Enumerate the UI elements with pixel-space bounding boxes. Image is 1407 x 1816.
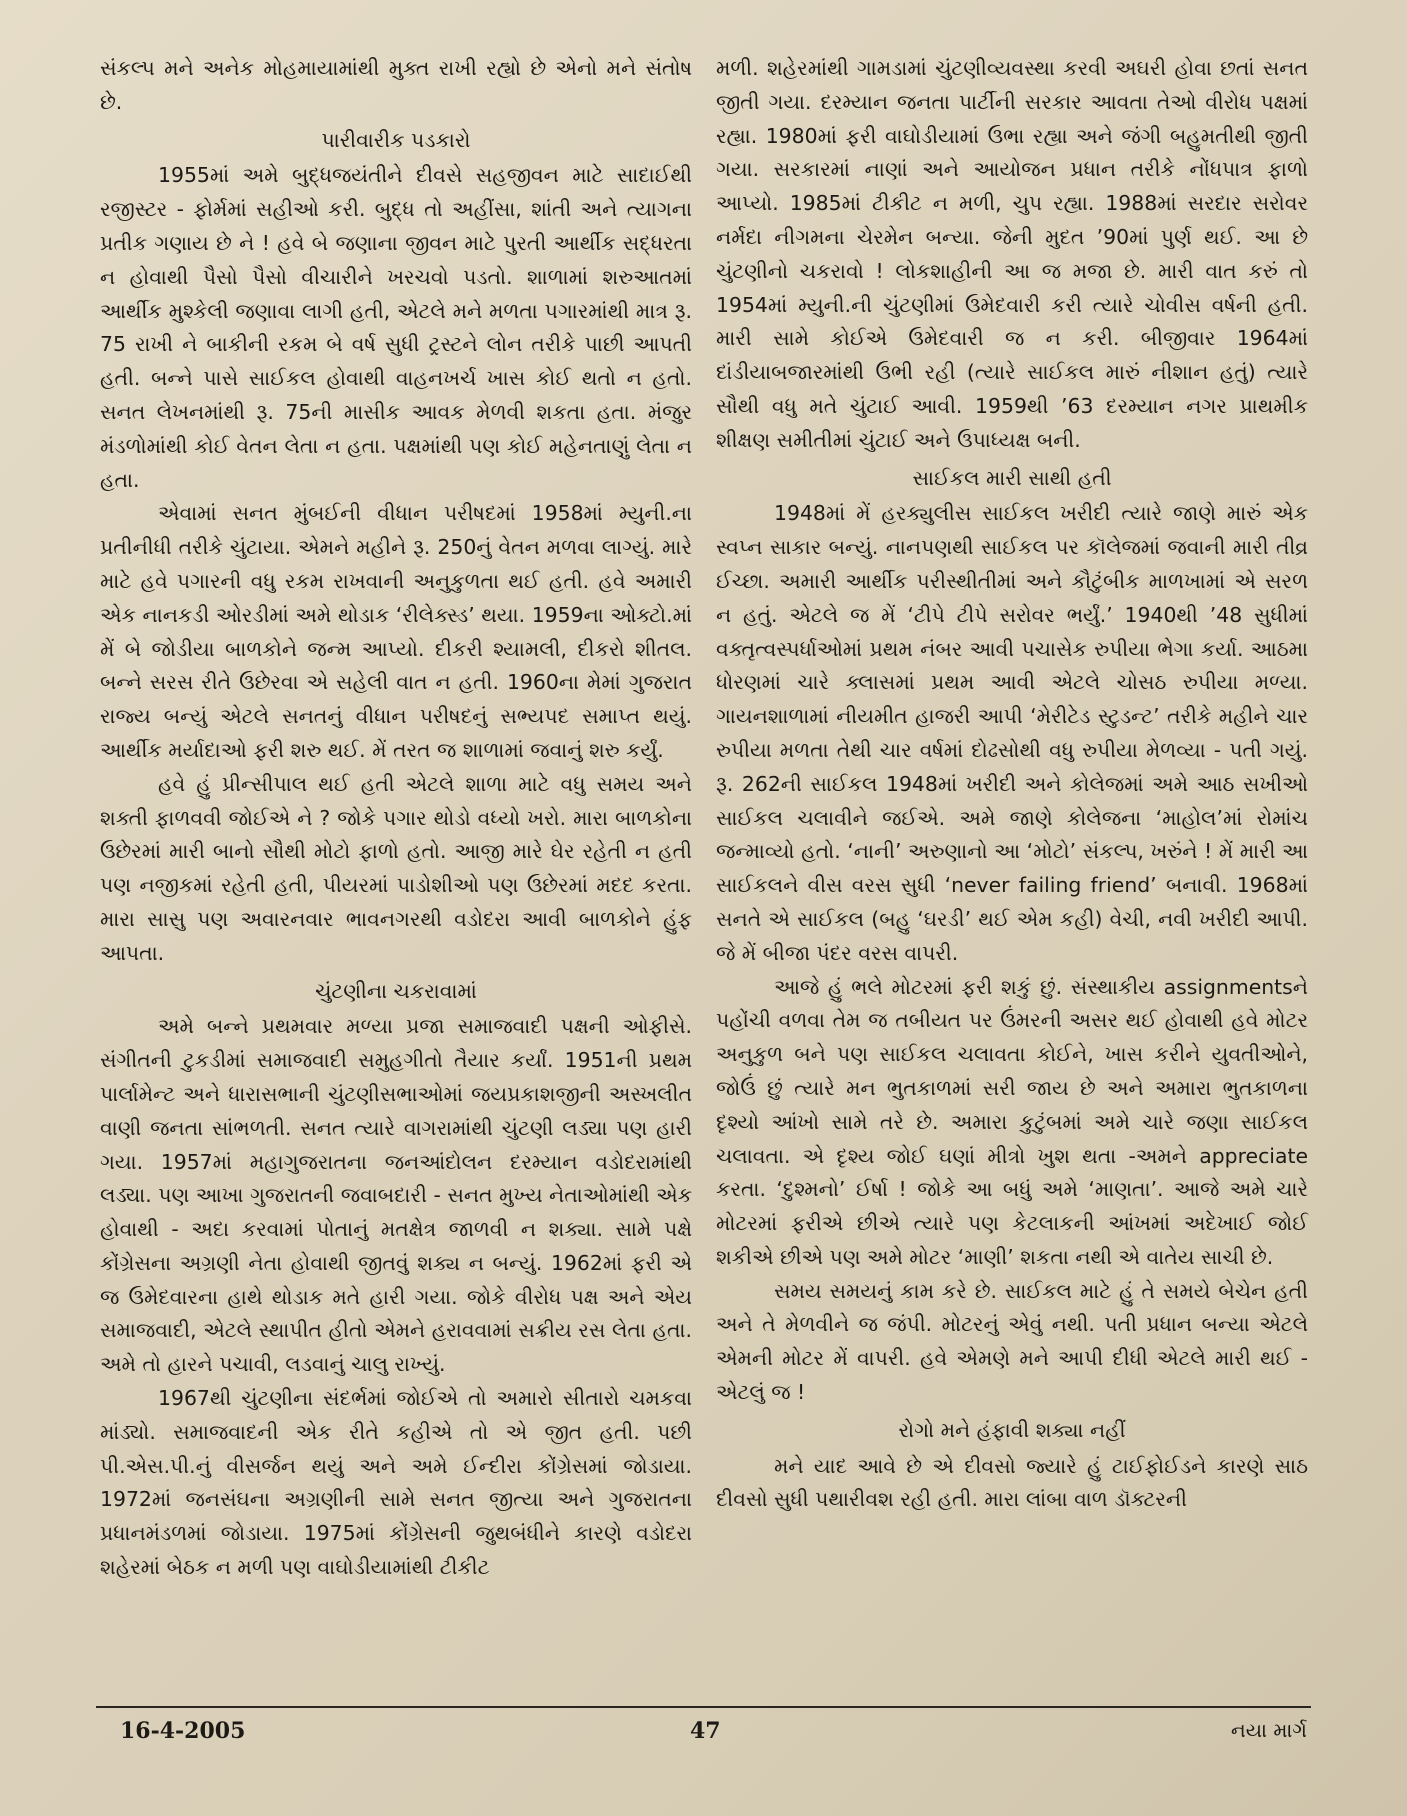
paragraph: સમય સમયનું કામ કરે છે. સાઈકલ માટે હું તે સમયે બેચેન હતી અને તે મેળવીને જ જંપી. મોટરનું એવું નથી. પતી પ્રધાન બન્યા એટલે એમની મોટર મેં વાપરી. હવે એમણે મને આપી દીધી એટલે મારી થઈ - એટલું જ ! — [716, 1278, 1308, 1405]
section-heading: રોગો મને હંફાવી શક્યા નહીં — [898, 1417, 1126, 1442]
paragraph: 1967થી ચુંટણીના સંદર્ભમાં જોઈએ તો અમારો સીતારો ચમકવા માંડ્યો. સમાજવાદની એક રીતે કહીએ તો એ જીત હતી. પછી પી.એસ.પી.નું વીસર્જન થયું અને અમે ઈન્દીરા કોંગ્રેસમાં જોડાયા. 1972માં જનસંઘના અગ્રણીની સામે સનત જીત્યા અને ગુજરાતના પ્રધાનમંડળમાં જોડાયા. 1975માં કોંગ્રેસની જુથબંધીને કારણે વડોદરા શહેરમાં બેઠક ન મળી પણ વાઘોડીયામાંથી ટીકીટ — [100, 1386, 692, 1580]
paragraph: સંકલ્પ મને અનેક મોહમાયામાંથી મુક્ત રાખી રહ્યો છે એનો મને સંતોષ છે. — [100, 56, 692, 114]
paragraph: મને યાદ આવે છે એ દીવસો જ્યારે હું ટાઈફોઈડને કારણે સાઠ દીવસો સુધી પથારીવશ રહી હતી. મારા લાંબા વાળ ડૉક્ટરની — [716, 1453, 1308, 1512]
magazine-name: નયા માર્ગ — [1230, 1718, 1307, 1742]
paragraph: મળી. શહેરમાંથી ગામડામાં ચુંટણીવ્યવસ્થા કરવી અઘરી હોવા છતાં સનત જીતી ગયા. દરમ્યાન જનતા પાર્ટીની સરકાર આવતા તેઓ વીરોધ પક્ષમાં રહ્યા. 1980માં ફરી વાઘોડીયામાં ઉભા રહ્યા અને જંગી બહુમતીથી જીતી ગયા. સરકારમાં નાણાં અને આયોજન પ્રધાન તરીકે નોંધપાત્ર ફાળો આપ્યો. 1985માં ટીકીટ ન મળી, ચુપ રહ્યા. 1988માં સરદાર સરોવર નર્મદા નીગમના ચેરમેન બન્યા. જેની મુદત ’90માં પુર્ણ થઈ. આ છે ચુંટણીનો ચકરાવો ! લોકશાહીની આ જ મજા છે. મારી વાત કરું તો 1954માં મ્યુની.ની ચુંટણીમાં ઉમેદવારી કરી ત્યારે ચોવીસ વર્ષની હતી. મારી સામે કોઈએ ઉમેદવારી જ ન કરી. બીજીવાર 1964માં દાંડીયાબજારમાંથી ઉભી રહી (ત્યારે સાઈકલ મારું નીશાન હતું) ત્યારે સૌથી વધુ મતે ચુંટાઈ આવી. 1959થી ’63 દરમ્યાન નગર પ્રાથમીક શીક્ષણ સમીતીમાં ચુંટાઈ અને ઉપાધ્યક્ષ બની. — [716, 56, 1308, 452]
paragraph: અમે બન્ને પ્રથમવાર મળ્યા પ્રજા સમાજવાદી પક્ષની ઓફીસે. સંગીતની ટુકડીમાં સમાજવાદી સમુહગીતો તૈયાર કર્યાં. 1951ની પ્રથમ પાર્લામેન્ટ અને ધારાસભાની ચુંટણીસભાઓમાં જયપ્રકાશજીની અસ્ખલીત વાણી જનતા સાંભળતી. સનત ત્યારે વાગરામાંથી ચુંટણી લડ્યા પણ હારી ગયા. 1957માં મહાગુજરાતના જનઆંદોલન દરમ્યાન વડોદરામાંથી લડ્યા. પણ આખા ગુજરાતની જવાબદારી - સનત મુખ્ય નેતાઓમાંથી એક હોવાથી - અદા કરવામાં પોતાનું મતક્ષેત્ર જાળવી ન શક્યા. સામે પક્ષે કોંગ્રેસના અગ્રણી નેતા હોવાથી જીતવું શક્ય ન બન્યું. 1962માં ફરી એ જ ઉમેદવારના હાથે થોડાક મતે હારી ગયા. જોકે વીરોધ પક્ષ અને એય સમાજવાદી, એટલે સ્થાપીત હીતો એમને હરાવવામાં સક્રીય રસ લેતા હતા. અમે તો હારને પચાવી, લડવાનું ચાલુ રાખ્યું. — [100, 1014, 692, 1377]
paragraph: હવે હું પ્રીન્સીપાલ થઈ હતી એટલે શાળા માટે વધુ સમય અને શક્તી ફાળવવી જોઈએ ને ? જોકે પગાર થોડો વધ્યો ખરો. મારા બાળકોના ઉછેરમાં મારી બાનો સૌથી મોટો ફાળો હતો. આજી મારે ઘેર રહેતી ન હતી પણ નજીકમાં રહેતી હતી, પીયરમાં પાડોશીઓ પણ ઉછેરમાં મદદ કરતા. મારા સાસુ પણ અવારનવાર ભાવનગરથી વડોદરા આવી બાળકોને હુંફ આપતા. — [100, 771, 692, 965]
paragraph: 1955માં અમે બુદ્ધજયંતીને દીવસે સહજીવન માટે સાદાઈથી રજીસ્ટર - ફોર્મમાં સહીઓ કરી. બુદ્ધ તો અહીંસા, શાંતી અને ત્યાગના પ્રતીક ગણાય છે ને ! હવે બે જણાના જીવન માટે પુરતી આર્થીક સદ્ધરતા ન હોવાથી પૈસો પૈસો વીચારીને ખરચવો પડતો. શાળામાં શરુઆતમાં આર્થીક મુશ્કેલી જણાવા લાગી હતી, એટલે મને મળતા પગારમાંથી માત્ર રૂ. 75 રાખી ને બાકીની રકમ બે વર્ષ સુધી ટ્રસ્ટને લોન તરીકે પાછી આપતી હતી. બન્ને પાસે સાઈકલ હોવાથી વાહનખર્ચ ખાસ કોઈ થતો ન હતો. સનત લેખનમાંથી રૂ. 75ની માસીક આવક મેળવી શકતા હતા. મંજુર મંડળોમાંથી કોઈ વેતન લેતા ન હતા. પક્ષમાંથી પણ કોઈ મહેનતાણું લેતા ન હતા. — [100, 163, 692, 492]
paragraph: 1948માં મેં હરક્યુલીસ સાઈકલ ખરીદી ત્યારે જાણે મારું એક સ્વપ્ન સાકાર બન્યું. નાનપણથી સાઈકલ પર કૉલેજમાં જવાની મારી તીવ્ર ઈચ્છા. અમારી આર્થીક પરીસ્થીતીમાં અને કૌટુંબીક માળખામાં એ સરળ ન હતું. એટલે જ મેં ‘ટીપે ટીપે સરોવર ભર્યું.’ 1940થી ’48 સુધીમાં વક્તૃત્વસ્પર્ધાઓમાં પ્રથમ નંબર આવી પચાસેક રુપીયા ભેગા કર્યા. આઠમા ધોરણમાં ચારે ક્લાસમાં પ્રથમ આવી એટલે ચોસઠ રુપીયા મળ્યા. ગાયનશાળામાં નીયમીત હાજરી આપી ‘મેરીટેડ સ્ટુડન્ટ’ તરીકે મહીને ચાર રુપીયા મળતા તેથી ચાર વર્ષમાં દોઢસોથી વધુ રુપીયા મેળવ્યા - પતી ગયું. રૂ. 262ની સાઈકલ 1948માં ખરીદી અને કોલેજમાં અમે આઠ સખીઓ સાઈકલ ચલાવીને જઈએ. અમે જાણે કોલેજના ‘માહોલ’માં રોમાંચ જન્માવ્યો હતો. ‘નાની’ અરુણાનો આ ‘મોટો’ સંકલ્પ, ખરુંને ! મેં મારી આ સાઈકલને વીસ વરસ સુધી ‘never failing friend’ બનાવી. 1968માં સનતે એ સાઈકલ (બહુ ‘ઘરડી’ થઈ એમ કહી) વેચી, નવી ખરીદી આપી. જે મેં બીજા પંદર વરસ વાપરી. — [716, 501, 1308, 965]
paragraph: આજે હું ભલે મોટરમાં ફરી શકું છું. સંસ્થાકીય assignmentsને પહોંચી વળવા તેમ જ તબીયત પર ઉંમરની અસર થઈ હોવાથી હવે મોટર અનુકુળ બને પણ સાઈકલ ચલાવતા કોઈને, ખાસ કરીને યુવતીઓને, જોઉં છું ત્યારે મન ભુતકાળમાં સરી જાય છે અને અમારા ભુતકાળના દૃશ્યો આંખો સામે તરે છે. અમારા કુટુંબમાં અમે ચારે જણા સાઈકલ ચલાવતા. એ દૃશ્ય જોઈ ઘણાં મીત્રો ખુશ થતા -અમને appreciate કરતા. ‘દુશ્મનો’ ઈર્ષા ! જોકે આ બધું અમે ‘માણતા’. આજે અમે ચારે મોટરમાં ફરીએ છીએ ત્યારે પણ કેટલાકની આંખમાં અદેખાઈ જોઈ શકીએ છીએ પણ અમે મોટર ‘માણી’ શકતા નથી એ વાતેય સાચી છે. — [716, 974, 1308, 1269]
issue-date: 16-4-2005 — [120, 1718, 246, 1744]
section-heading: પારીવારીક પડકારો — [321, 127, 471, 152]
paragraph: એવામાં સનત મુંબઈની વીધાન પરીષદમાં 1958માં મ્યુની.ના પ્રતીનીધી તરીકે ચુંટાયા. એમને મહીને રૂ. 250નું વેતન મળવા લાગ્યું. મારે માટે હવે પગારની વધુ રકમ રાખવાની અનુકુળતા થઈ હતી. હવે અમારી એક નાનકડી ઓરડીમાં અમે થોડાક ‘રીલેક્સ્ડ’ થયા. 1959ના ઓક્ટો.માં મેં બે જોડીયા બાળકોને જન્મ આપ્યો. દીકરી શ્યામલી, દીકરો શીતલ. બન્ને સરસ રીતે ઉછેરવા એ સહેલી વાત ન હતી. 1960ના મેમાં ગુજરાત રાજ્ય બન્યું એટલે સનતનું વીધાન પરીષદનું સભ્યપદ સમાપ્ત થયું. આર્થીક મર્યાદાઓ ફરી શરુ થઈ. મેં તરત જ શાળામાં જવાનું શરુ કર્યું. — [100, 501, 692, 762]
footer-divider — [96, 1706, 1311, 1708]
section-heading: સાઈકલ મારી સાથી હતી — [912, 465, 1112, 490]
page-number: 47 — [690, 1718, 721, 1744]
left-column — [100, 52, 692, 1585]
right-column — [716, 52, 1308, 1517]
section-heading: ચુંટણીના ચકરાવામાં — [315, 978, 477, 1003]
